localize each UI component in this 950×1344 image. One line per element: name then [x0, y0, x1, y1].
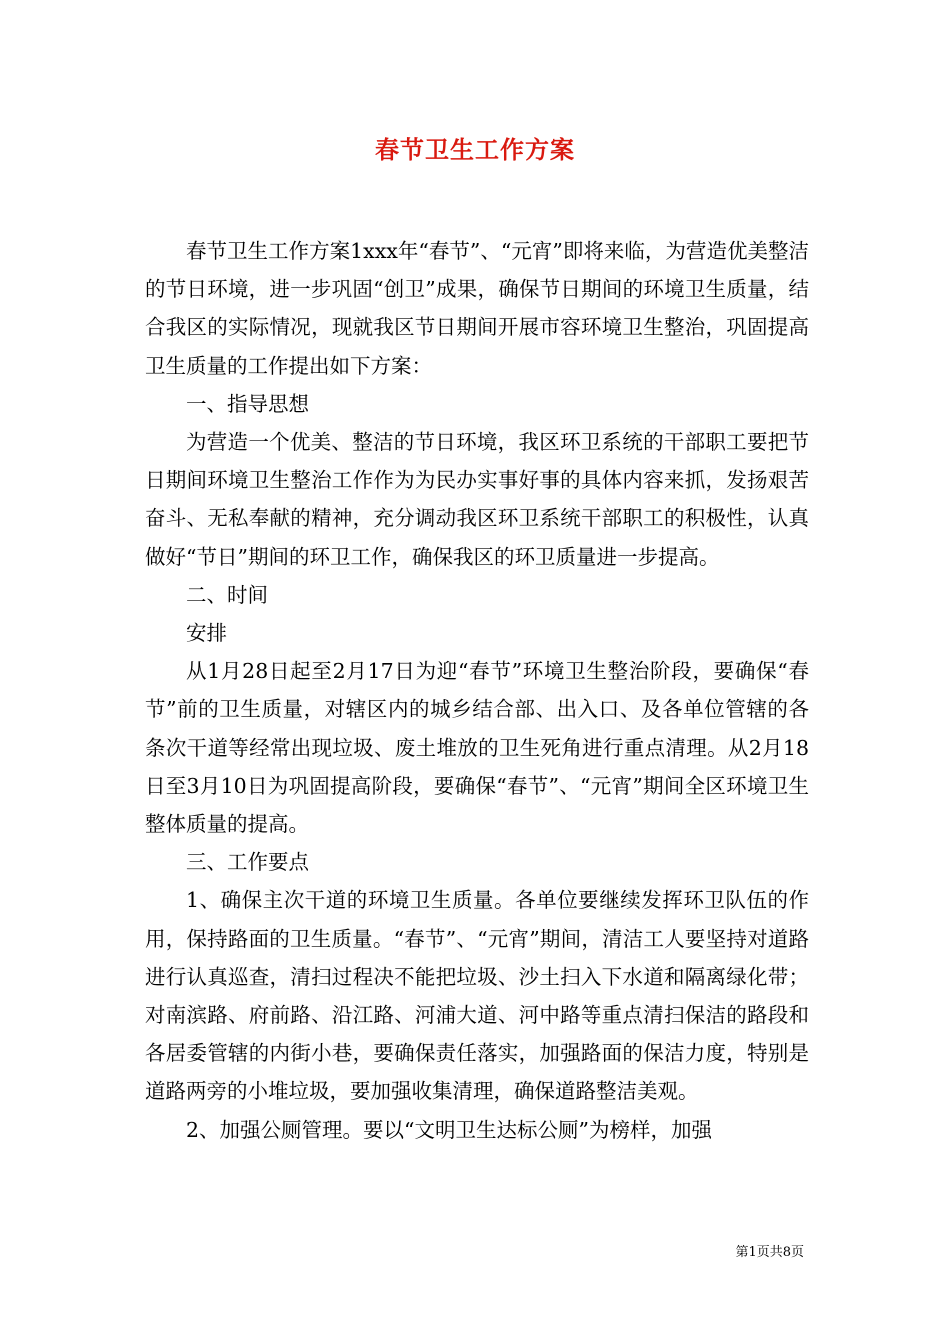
paragraph-guiding-thought: 为营造一个优美、整洁的节日环境，我区环卫系统的干部职工要把节日期间环境卫生整治工作作为为民办实事好事的具体内容来抓，发扬艰苦奋斗、无私奉献的精神，充分调动我区环卫系统干部职工的积极性，认真做好“节日”期间的环卫工作，确保我区的环卫质量进一步提高。: [145, 430, 809, 569]
heading-work-points: 三、工作要点: [186, 850, 309, 875]
page-number: 第1页共8页: [735, 1245, 804, 1260]
paragraph-point-1: 1、确保主次干道的环境卫生质量。各单位要继续发挥环卫队伍的作用，保持路面的卫生质量。“春节”、“元宵”期间，清洁工人要坚持对道路进行认真巡查，清扫过程决不能把垃圾、沙土扫入下水道和隔离绿化带；对南滨路、府前路、沿江路、河浦大道、河中路等重点清扫保洁的路段和各居委管辖的内街小巷，要确保责任落实，加强路面的保洁力度，特别是道路两旁的小堆垃圾，要加强收集清理，确保道路整洁美观。: [145, 888, 809, 1104]
document-body: [145, 232, 809, 1149]
paragraph-intro: 春节卫生工作方案1xxx年“春节”、“元宵”即将来临，为营造优美整洁的节日环境，进一步巩固“创卫”成果，确保节日期间的环境卫生质量，结合我区的实际情况，现就我区节日期间开展市容环境卫生整治，巩固提高卫生质量的工作提出如下方案：: [145, 239, 809, 378]
paragraph-schedule: 从1月28日起至2月17日为迎“春节”环境卫生整治阶段，要确保“春节”前的卫生质量，对辖区内的城乡结合部、出入口、及各单位管辖的各条次干道等经常出现垃圾、废土堆放的卫生死角进行重点清理。从2月18日至3月10日为巩固提高阶段，要确保“春节”、“元宵”期间全区环境卫生整体质量的提高。: [145, 659, 809, 837]
document-title: 春节卫生工作方案: [375, 135, 575, 164]
heading-arrangement: 安排: [186, 621, 227, 646]
heading-guiding-thought: 一、指导思想: [186, 391, 309, 416]
heading-time: 二、时间: [186, 582, 268, 607]
paragraph-point-2: 2、加强公厕管理。要以“文明卫生达标公厕”为榜样，加强: [186, 1117, 713, 1142]
